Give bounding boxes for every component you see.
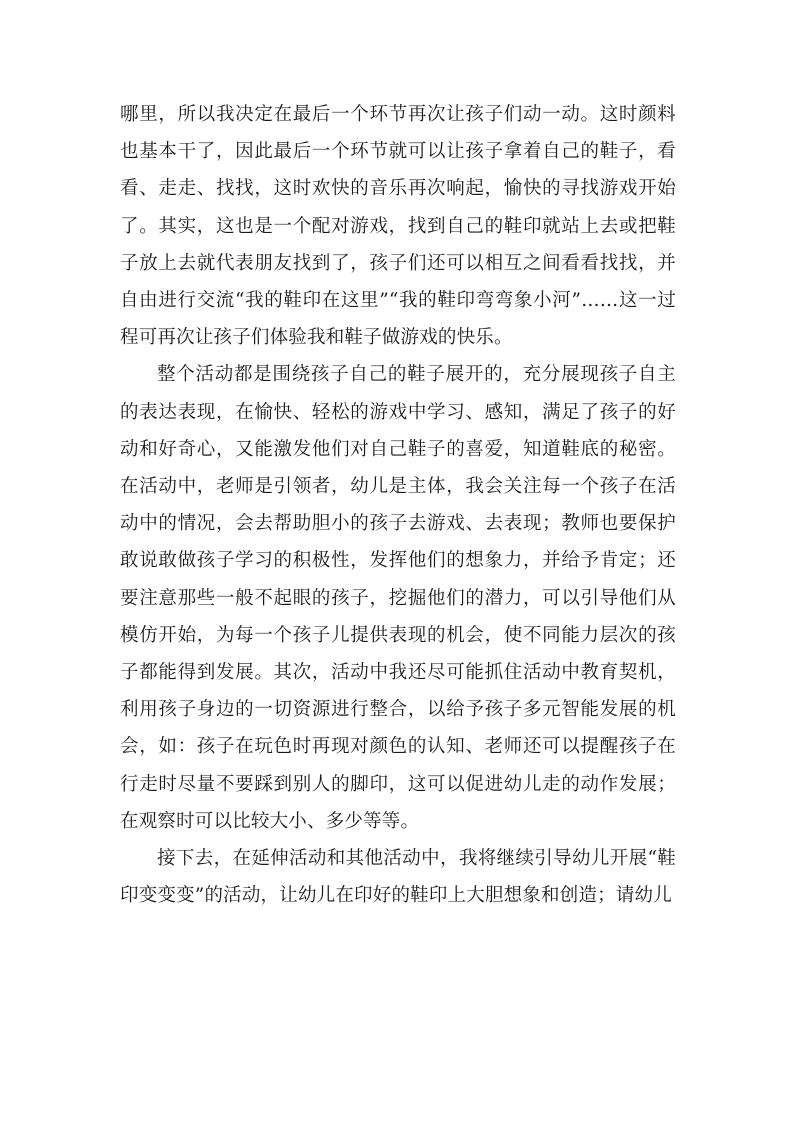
paragraph-extension: 接下去，在延伸活动和其他活动中，我将继续引导幼儿开展“鞋印变变变”的活动，让幼儿在印好的鞋印上大胆想象和创造；请幼儿 [120,848,676,907]
document-body [120,96,676,914]
paragraph-activity-summary: 整个活动都是围绕孩子自己的鞋子展开的，充分展现孩子自主的表达表现，在愉快、轻松的游戏中学习、感知，满足了孩子的好动和好奇心，又能激发他们对自己鞋子的喜爱，知道鞋底的秘密。在活动中，老师是引领者，幼儿是主体，我会关注每一个孩子在活动中的情况，会去帮助胆小的孩子去游戏、去表现；教师也要保护敢说敢做孩子学习的积极性，发挥他们的想象力，并给予肯定；还要注意那些一般不起眼的孩子，挖掘他们的潜力，可以引导他们从模仿开始，为每一个孩子儿提供表现的机会，使不同能力层次的孩子都能得到发展。其次，活动中我还尽可能抓住活动中教育契机，利用孩子身边的一切资源进行整合，以给予孩子多元智能发展的机会，如：孩子在玩色时再现对颜色的认知、老师还可以提醒孩子在行走时尽量不要踩到别人的脚印，这可以促进幼儿走的动作发展；在观察时可以比较大小、多少等等。 [120,364,676,832]
paragraph-continued: 哪里，所以我决定在最后一个环节再次让孩子们动一动。这时颜料也基本干了，因此最后一个环节就可以让孩子拿着自己的鞋子，看看、走走、找找，这时欢快的音乐再次响起，愉快的寻找游戏开始了。其实，这也是一个配对游戏，找到自己的鞋印就站上去或把鞋子放上去就代表朋友找到了，孩子们还可以相互之间看看找找，并自由进行交流“我的鞋印在这里”“我的鞋印弯弯象小河”……这一过程可再次让孩子们体验我和鞋子做游戏的快乐。 [120,104,676,349]
